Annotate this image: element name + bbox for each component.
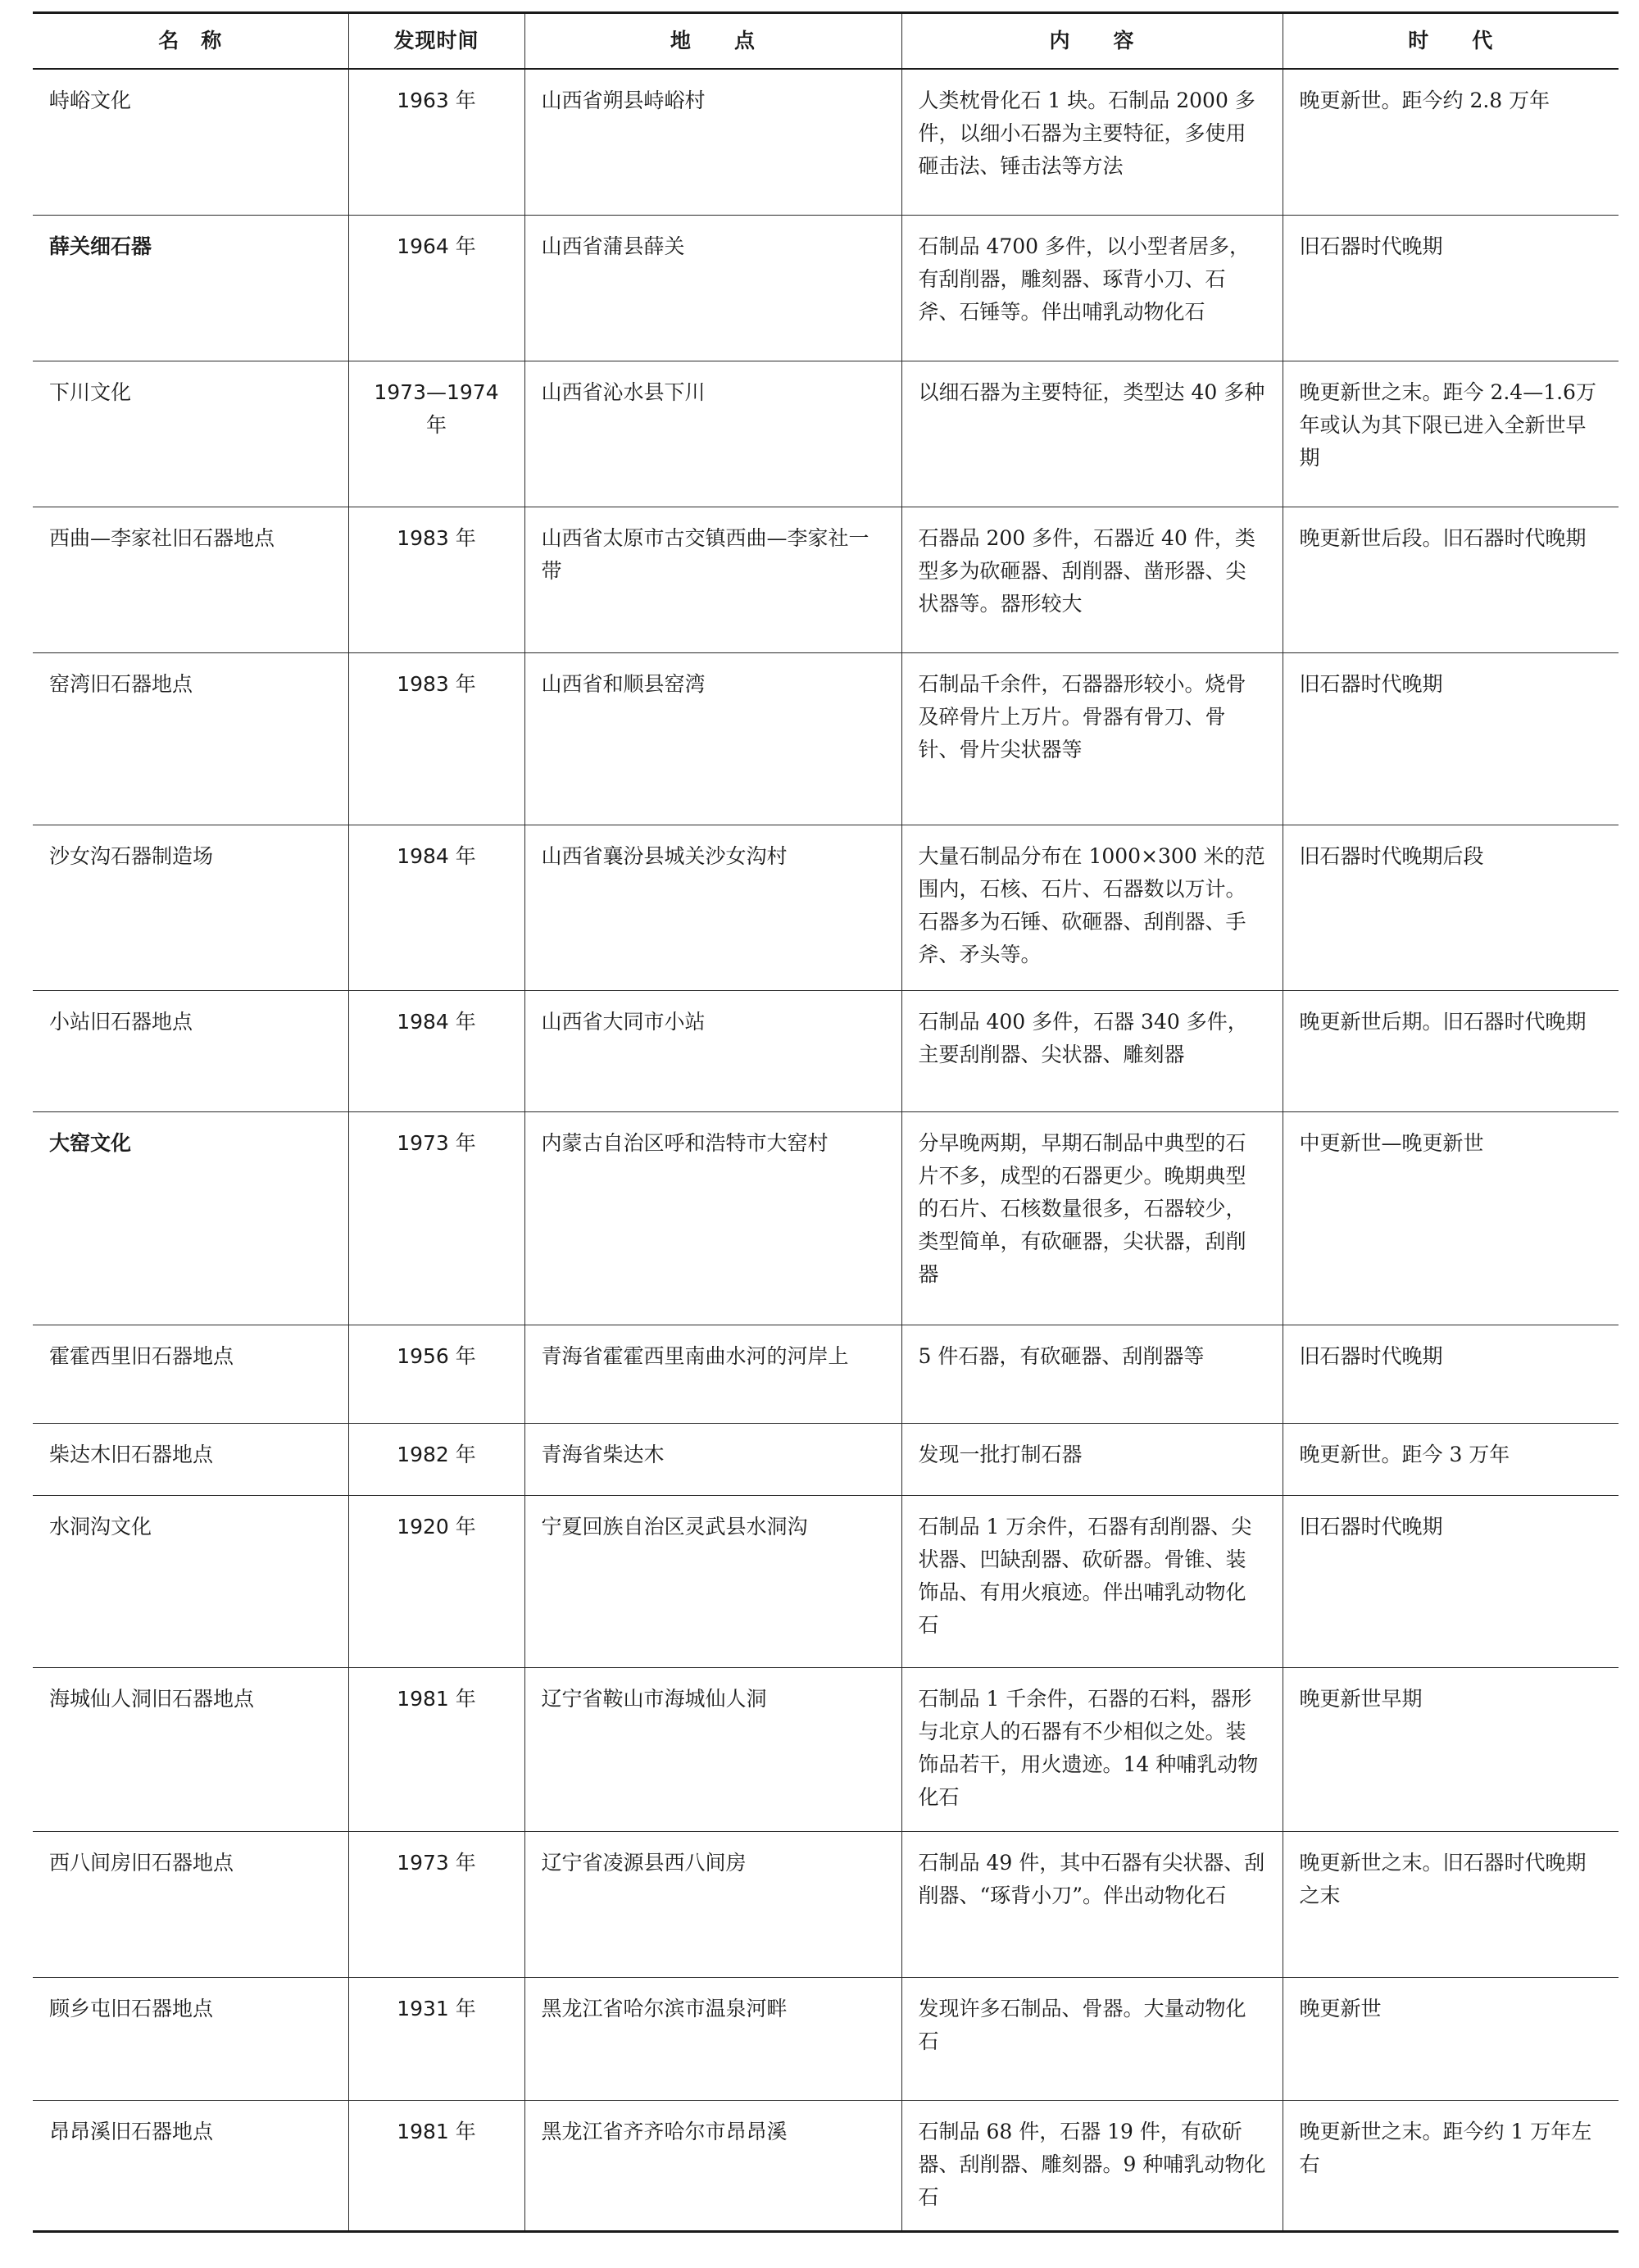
table-row — [33, 1667, 1619, 1831]
site-era: 晚更新世早期 — [1283, 1667, 1619, 1831]
site-era: 晚更新世 — [1283, 1977, 1619, 2100]
header-row — [33, 13, 1619, 70]
site-era: 旧石器时代晚期 — [1283, 215, 1619, 361]
site-name: 下川文化 — [33, 361, 348, 507]
table-body — [33, 69, 1619, 2231]
table-row — [33, 507, 1619, 652]
site-era: 晚更新世之末。旧石器时代晚期之末 — [1283, 1831, 1619, 1977]
site-location: 辽宁省凌源县西八间房 — [524, 1831, 901, 1977]
site-content: 石制品 1 千余件，石器的石料，器形与北京人的石器有不少相似之处。装饰品若干，用火遗迹。14 种哺乳动物化石 — [901, 1667, 1283, 1831]
site-content: 以细石器为主要特征，类型达 40 多种 — [901, 361, 1283, 507]
site-name: 小站旧石器地点 — [33, 990, 348, 1111]
table-row — [33, 652, 1619, 825]
site-era: 旧石器时代晚期后段 — [1283, 825, 1619, 990]
discovery-year: 1981 年 — [348, 2100, 524, 2231]
table-row — [33, 1495, 1619, 1667]
site-content: 石制品 400 多件，石器 340 多件，主要刮削器、尖状器、雕刻器 — [901, 990, 1283, 1111]
sites-table — [33, 11, 1619, 2233]
header-content: 内 容 — [901, 13, 1283, 70]
site-content: 分早晚两期，早期石制品中典型的石片不多，成型的石器更少。晚期典型的石片、石核数量很多，石器较少，类型简单，有砍砸器，尖状器，刮削器 — [901, 1111, 1283, 1325]
site-content: 发现一批打制石器 — [901, 1423, 1283, 1495]
discovery-year: 1984 年 — [348, 990, 524, 1111]
site-location: 黑龙江省哈尔滨市温泉河畔 — [524, 1977, 901, 2100]
site-era: 旧石器时代晚期 — [1283, 1325, 1619, 1423]
site-name: 窑湾旧石器地点 — [33, 652, 348, 825]
discovery-year: 1973—1974 年 — [348, 361, 524, 507]
discovery-year: 1973 年 — [348, 1111, 524, 1325]
table-row — [33, 215, 1619, 361]
site-content: 发现许多石制品、骨器。大量动物化石 — [901, 1977, 1283, 2100]
site-location: 青海省柴达木 — [524, 1423, 901, 1495]
table-row — [33, 361, 1619, 507]
site-era: 晚更新世。距今约 2.8 万年 — [1283, 69, 1619, 215]
discovery-year: 1981 年 — [348, 1667, 524, 1831]
site-content: 石器品 200 多件，石器近 40 件，类型多为砍砸器、刮削器、凿形器、尖状器等。器形较大 — [901, 507, 1283, 652]
site-era: 晚更新世之末。距今 2.4—1.6万年或认为其下限已进入全新世早期 — [1283, 361, 1619, 507]
site-location: 辽宁省鞍山市海城仙人洞 — [524, 1667, 901, 1831]
site-content: 石制品 4700 多件，以小型者居多，有刮削器，雕刻器、琢背小刀、石斧、石锤等。伴出哺乳动物化石 — [901, 215, 1283, 361]
table-row — [33, 1111, 1619, 1325]
site-era: 旧石器时代晚期 — [1283, 1495, 1619, 1667]
site-name: 西八间房旧石器地点 — [33, 1831, 348, 1977]
site-name: 霍霍西里旧石器地点 — [33, 1325, 348, 1423]
site-content: 5 件石器，有砍砸器、刮削器等 — [901, 1325, 1283, 1423]
site-content: 大量石制品分布在 1000×300 米的范围内，石核、石片、石器数以万计。石器多为石锤、砍砸器、刮削器、手斧、矛头等。 — [901, 825, 1283, 990]
site-era: 中更新世—晚更新世 — [1283, 1111, 1619, 1325]
site-name: 薛关细石器 — [33, 215, 348, 361]
site-location: 青海省霍霍西里南曲水河的河岸上 — [524, 1325, 901, 1423]
site-name: 海城仙人洞旧石器地点 — [33, 1667, 348, 1831]
discovery-year: 1983 年 — [348, 507, 524, 652]
site-location: 山西省朔县峙峪村 — [524, 69, 901, 215]
site-name: 峙峪文化 — [33, 69, 348, 215]
discovery-year: 1984 年 — [348, 825, 524, 990]
site-name: 水洞沟文化 — [33, 1495, 348, 1667]
site-location: 宁夏回族自治区灵武县水洞沟 — [524, 1495, 901, 1667]
site-name: 柴达木旧石器地点 — [33, 1423, 348, 1495]
site-era: 旧石器时代晚期 — [1283, 652, 1619, 825]
site-name: 昂昂溪旧石器地点 — [33, 2100, 348, 2231]
table-row — [33, 990, 1619, 1111]
site-location: 山西省大同市小站 — [524, 990, 901, 1111]
site-location: 山西省太原市古交镇西曲—李家社一带 — [524, 507, 901, 652]
table-row — [33, 2100, 1619, 2231]
discovery-year: 1983 年 — [348, 652, 524, 825]
site-content: 石制品 1 万余件，石器有刮削器、尖状器、凹缺刮器、砍斫器。骨锥、装饰品、有用火痕迹。伴出哺乳动物化石 — [901, 1495, 1283, 1667]
site-location: 黑龙江省齐齐哈尔市昂昂溪 — [524, 2100, 901, 2231]
site-era: 晚更新世。距今 3 万年 — [1283, 1423, 1619, 1495]
site-name: 顾乡屯旧石器地点 — [33, 1977, 348, 2100]
site-content: 石制品 49 件，其中石器有尖状器、刮削器、“琢背小刀”。伴出动物化石 — [901, 1831, 1283, 1977]
table-row — [33, 1831, 1619, 1977]
site-content: 石制品 68 件，石器 19 件，有砍斫器、刮削器、雕刻器。9 种哺乳动物化石 — [901, 2100, 1283, 2231]
table-row — [33, 825, 1619, 990]
site-location: 山西省蒲县薛关 — [524, 215, 901, 361]
site-location: 山西省沁水县下川 — [524, 361, 901, 507]
site-era: 晚更新世之末。距今约 1 万年左右 — [1283, 2100, 1619, 2231]
discovery-year: 1963 年 — [348, 69, 524, 215]
table-row — [33, 1423, 1619, 1495]
site-content: 石制品千余件，石器器形较小。烧骨及碎骨片上万片。骨器有骨刀、骨针、骨片尖状器等 — [901, 652, 1283, 825]
header-era: 时 代 — [1283, 13, 1619, 70]
table-header — [33, 13, 1619, 70]
discovery-year: 1920 年 — [348, 1495, 524, 1667]
site-location: 山西省襄汾县城关沙女沟村 — [524, 825, 901, 990]
discovery-year: 1964 年 — [348, 215, 524, 361]
discovery-year: 1973 年 — [348, 1831, 524, 1977]
header-place: 地 点 — [524, 13, 901, 70]
table-row — [33, 69, 1619, 215]
site-name: 西曲—李家社旧石器地点 — [33, 507, 348, 652]
header-year: 发现时间 — [348, 13, 524, 70]
table-row — [33, 1325, 1619, 1423]
table-row — [33, 1977, 1619, 2100]
site-content: 人类枕骨化石 1 块。石制品 2000 多件，以细小石器为主要特征，多使用砸击法、锤击法等方法 — [901, 69, 1283, 215]
discovery-year: 1982 年 — [348, 1423, 524, 1495]
site-name: 大窑文化 — [33, 1111, 348, 1325]
discovery-year: 1931 年 — [348, 1977, 524, 2100]
site-era: 晚更新世后段。旧石器时代晚期 — [1283, 507, 1619, 652]
site-location: 山西省和顺县窑湾 — [524, 652, 901, 825]
site-location: 内蒙古自治区呼和浩特市大窑村 — [524, 1111, 901, 1325]
site-era: 晚更新世后期。旧石器时代晚期 — [1283, 990, 1619, 1111]
header-name: 名 称 — [33, 13, 348, 70]
discovery-year: 1956 年 — [348, 1325, 524, 1423]
site-name: 沙女沟石器制造场 — [33, 825, 348, 990]
